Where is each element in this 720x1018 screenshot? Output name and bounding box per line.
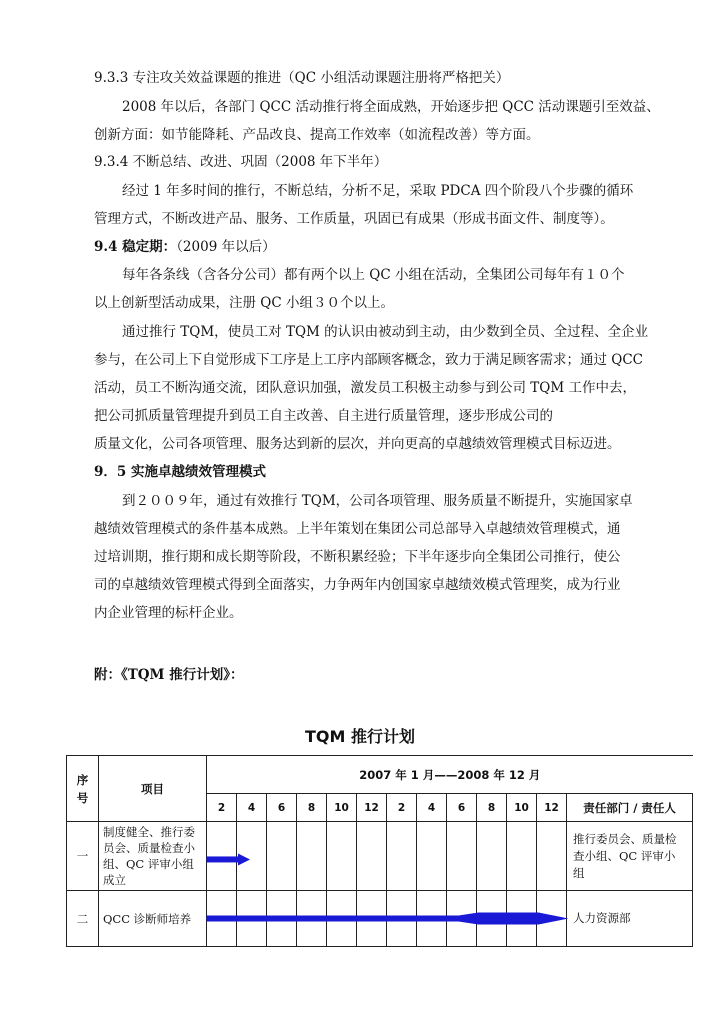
month-header: 4	[237, 794, 267, 822]
month-header: 12	[357, 794, 387, 822]
heading-9-3-4: 9.3.4 不断总结、改进、巩固（2008 年下半年）	[94, 154, 388, 170]
heading-label: 9.4 稳定期：	[94, 239, 177, 255]
row-item: QCC 诊断师培养	[99, 891, 207, 947]
paragraph-line: 通过推行 TQM，使员工对 TQM 的认识由被动到主动，由少数到全员、全过程、全企业	[122, 324, 649, 340]
appendix-label: 附：《TQM 推行计划》：	[94, 667, 244, 683]
seq-header: 序号	[67, 756, 99, 822]
paragraph-line: 过培训期，推行期和成长期等阶段，不断积累经验；下半年逐步向全集团公司推行，使公	[94, 549, 621, 565]
month-header: 2	[207, 794, 237, 822]
table-row	[67, 891, 693, 947]
row-item: 制度健全、推行委员会、质量检查小组、QC 评审小组成立	[99, 822, 207, 891]
paragraph-line: 管理方式，不断改进产品、服务、工作质量，巩固已有成果（形成书面文件、制度等）。	[94, 211, 614, 227]
month-header: 6	[267, 794, 297, 822]
heading-9-5	[94, 462, 266, 482]
paragraph-line: 每年各条线（含各分公司）都有两个以上 QC 小组在活动，全集团公司每年有１０个	[122, 267, 625, 283]
paragraph-line: 司的卓越绩效管理模式得到全面落实，力争两年内创国家卓越绩效模式管理奖，成为行业	[94, 577, 621, 593]
month-header: 12	[537, 794, 567, 822]
item-header: 项目	[99, 756, 207, 822]
heading-9-4	[94, 237, 276, 257]
month-header: 8	[477, 794, 507, 822]
month-header: 10	[327, 794, 357, 822]
paragraph-line: 到２００９年，通过有效推行 TQM，公司各项管理、服务质量不断提升，实施国家卓	[122, 493, 633, 509]
heading-text: （2009 年以后）	[176, 239, 276, 255]
row-seq: 二	[67, 891, 99, 947]
paragraph-line: 创新方面：如节能降耗、产品改良、提高工作效率（如流程改善）等方面。	[94, 127, 540, 143]
responsible-header: 责任部门 / 责任人	[567, 794, 693, 822]
period-header: 2007 年 1 月——2008 年 12 月	[207, 756, 693, 794]
paragraph-line: 质量文化，公司各项管理、服务达到新的层次，并向更高的卓越绩效管理模式目标迈进。	[94, 436, 621, 452]
plan-table	[66, 755, 693, 947]
table-row	[67, 822, 693, 891]
month-header: 10	[507, 794, 537, 822]
paragraph-line: 活动，员工不断沟通交流，团队意识加强，激发员工积极主动参与到公司 TQM 工作中去，	[94, 380, 636, 396]
month-header: 4	[417, 794, 447, 822]
paragraph-line: 越绩效管理模式的条件基本成熟。上半年策划在集团公司总部导入卓越绩效管理模式，通	[94, 521, 621, 537]
row-responsible: 推行委员会、质量检查小组、QC 评审小组	[567, 822, 693, 891]
paragraph-line: 以上创新型活动成果，注册 QC 小组３０个以上。	[94, 295, 394, 311]
paragraph-line: 2008 年以后，各部门 QCC 活动推行将全面成熟，开始逐步把 QCC 活动课题引至效益、	[122, 99, 660, 115]
heading-9-3-3: 9.3.3 专注攻关效益课题的推进（QC 小组活动课题注册将严格把关）	[94, 70, 510, 86]
plan-title: TQM 推行计划	[304, 727, 415, 746]
paragraph-line: 经过 1 年多时间的推行，不断总结，分析不足，采取 PDCA 四个阶段八个步骤的循环	[122, 183, 634, 199]
row-responsible: 人力资源部	[567, 891, 693, 947]
paragraph-line: 把公司抓质量管理提升到员工自主改善、自主进行质量管理，逐步形成公司的	[94, 408, 553, 424]
heading-text: 实施卓越绩效管理模式	[131, 464, 266, 480]
month-header: 6	[447, 794, 477, 822]
heading-label: 9．5	[94, 464, 131, 480]
month-header: 8	[297, 794, 327, 822]
paragraph-line: 参与，在公司上下自觉形成下工序是上工序内部顾客概念，致力于满足顾客需求；通过 QCC	[94, 352, 644, 368]
month-header: 2	[387, 794, 417, 822]
row-seq: 一	[67, 822, 99, 891]
paragraph-line: 内企业管理的标杆企业。	[94, 605, 243, 621]
